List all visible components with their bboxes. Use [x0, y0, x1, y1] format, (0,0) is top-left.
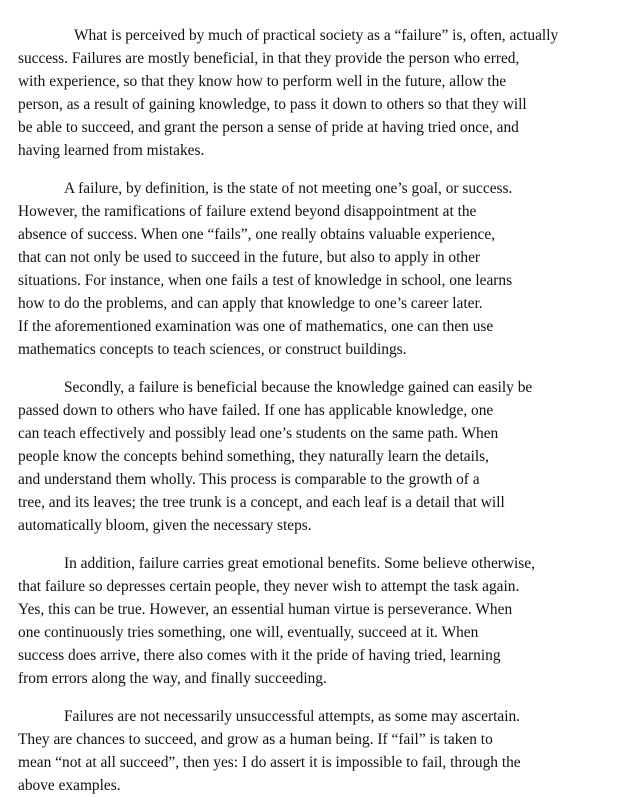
- paragraph-line: can teach effectively and possibly lead one’s students on the same path. When: [18, 425, 499, 442]
- paragraph-line: success does arrive, there also comes with it the pride of having tried, learning: [18, 647, 501, 664]
- paragraph-line: person, as a result of gaining knowledge, to pass it down to others so that they will: [18, 96, 527, 113]
- paragraph-line: mathematics concepts to teach sciences, or construct buildings.: [18, 341, 407, 358]
- paragraph-line: They are chances to succeed, and grow as a human being. If “fail” is taken to: [18, 731, 493, 748]
- paragraph-line: success. Failures are mostly beneficial, in that they provide the person who erred,: [18, 50, 520, 67]
- paragraph-line: However, the ramifications of failure extend beyond disappointment at the: [18, 203, 477, 220]
- paragraph-line: Yes, this can be true. However, an essential human virtue is perseverance. When: [18, 601, 513, 618]
- paragraph-2: [0, 177, 643, 361]
- paragraph-line: that failure so depresses certain people, they never wish to attempt the task again.: [18, 578, 520, 595]
- paragraph-4: [0, 552, 643, 690]
- paragraph-line: with experience, so that they know how to perform well in the future, allow the: [18, 73, 507, 90]
- paragraph-line: above examples.: [18, 777, 121, 794]
- paragraph-line: absence of success. When one “fails”, one really obtains valuable experience,: [18, 226, 496, 243]
- paragraph-line: If the aforementioned examination was one of mathematics, one can then use: [18, 318, 494, 335]
- paragraph-line: passed down to others who have failed. If one has applicable knowledge, one: [18, 402, 494, 419]
- paragraph-line: A failure, by definition, is the state of not meeting one’s goal, or success.: [64, 180, 513, 197]
- paragraph-line: be able to succeed, and grant the person a sense of pride at having tried once, and: [18, 119, 519, 136]
- paragraph-line: that can not only be used to succeed in the future, but also to apply in other: [18, 249, 481, 266]
- paragraph-line: automatically bloom, given the necessary steps.: [18, 517, 312, 534]
- paragraph-line: situations. For instance, when one fails a test of knowledge in school, one learns: [18, 272, 513, 289]
- paragraph-line: Failures are not necessarily unsuccessful attempts, as some may ascertain.: [64, 708, 521, 725]
- paragraph-line: having learned from mistakes.: [18, 142, 205, 159]
- paragraph-3: [0, 376, 643, 537]
- paragraph-line: people know the concepts behind something, they naturally learn the details,: [18, 448, 489, 465]
- paragraph-line: What is perceived by much of practical society as a “failure” is, often, actually: [74, 27, 559, 44]
- paragraph-1: [0, 24, 643, 162]
- paragraph-line: how to do the problems, and can apply that knowledge to one’s career later.: [18, 295, 483, 312]
- paragraph-line: In addition, failure carries great emotional benefits. Some believe otherwise,: [64, 555, 535, 572]
- paragraph-line: tree, and its leaves; the tree trunk is a concept, and each leaf is a detail that will: [18, 494, 505, 511]
- paragraph-line: one continuously tries something, one will, eventually, succeed at it. When: [18, 624, 479, 641]
- paragraph-line: Secondly, a failure is beneficial because the knowledge gained can easily be: [64, 379, 533, 396]
- paragraph-line: mean “not at all succeed”, then yes: I do assert it is impossible to fail, through the: [18, 754, 521, 771]
- paragraph-line: from errors along the way, and finally succeeding.: [18, 670, 327, 687]
- paragraph-5: [0, 705, 643, 797]
- paragraph-line: and understand them wholly. This process is comparable to the growth of a: [18, 471, 480, 488]
